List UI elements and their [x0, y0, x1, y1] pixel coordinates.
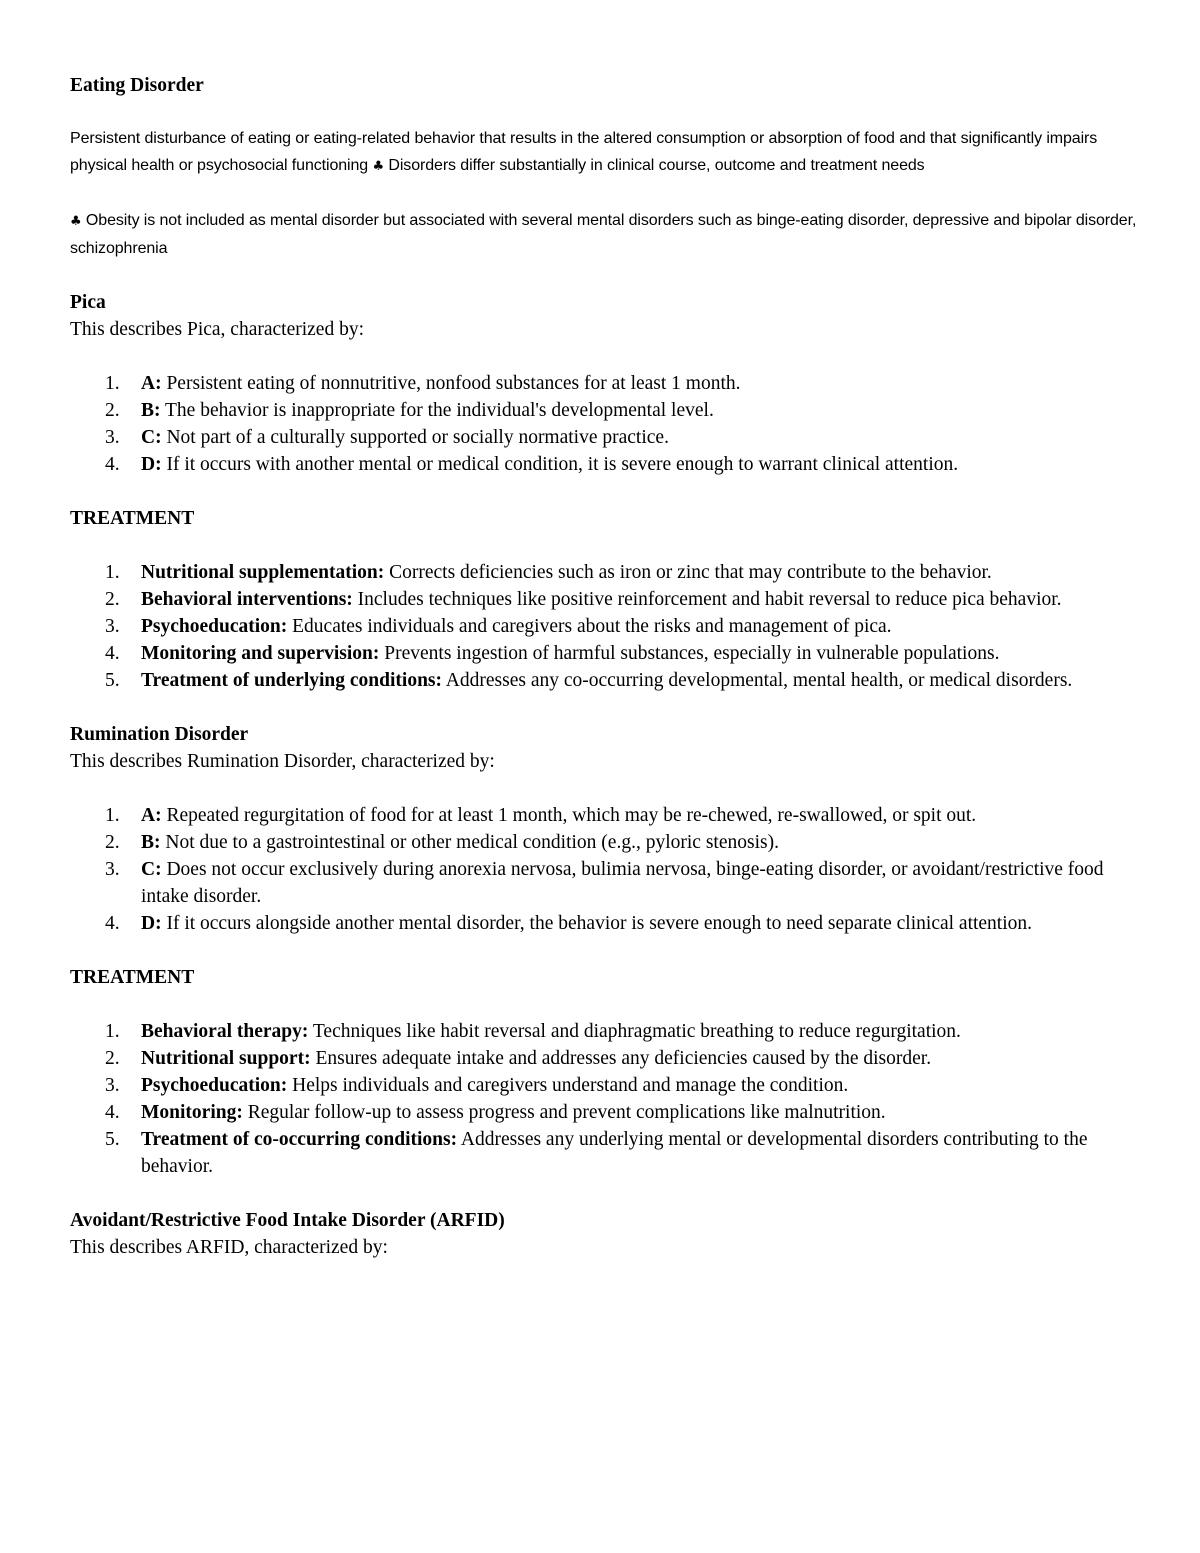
section-title-eating-disorder: Eating Disorder: [70, 75, 204, 96]
list-item: [70, 910, 1140, 937]
criterion-text: Repeated regurgitation of food for at least 1 month, which may be re-chewed, re-swallowed, or spit out.: [161, 805, 977, 826]
list-item: [70, 586, 1140, 613]
criterion-label: B:: [141, 832, 161, 853]
section-title-rumination-treatment: TREATMENT: [70, 967, 195, 988]
criterion-text: The behavior is inappropriate for the individual's developmental level.: [160, 400, 714, 421]
list-number: 4.: [105, 643, 120, 664]
treatment-label: Behavioral therapy:: [141, 1021, 309, 1042]
list-number: 1.: [105, 1021, 120, 1042]
treatment-text: Helps individuals and caregivers understand and manage the condition.: [287, 1075, 849, 1096]
treatment-label: Monitoring:: [141, 1102, 243, 1123]
rumination-criteria-list: [70, 802, 1140, 937]
list-item: [70, 667, 1140, 694]
criterion-label: A:: [141, 373, 162, 394]
list-item: [70, 613, 1140, 640]
criterion-text: Does not occur exclusively during anorexia nervosa, bulimia nervosa, binge-eating disorder, or avoidant/restrictive food intake disorder.: [141, 859, 1104, 907]
treatment-text: Corrects deficiencies such as iron or zinc that may contribute to the behavior.: [384, 562, 992, 583]
criterion-text: Not part of a culturally supported or socially normative practice.: [161, 427, 669, 448]
criterion-text: Not due to a gastrointestinal or other medical condition (e.g., pyloric stenosis).: [160, 832, 779, 853]
list-item: [70, 397, 1140, 424]
list-item: [70, 640, 1140, 667]
section-title-pica-treatment: TREATMENT: [70, 508, 195, 529]
pica-lead: This describes Pica, characterized by:: [70, 319, 364, 340]
treatment-text: Addresses any co-occurring developmental, mental health, or medical disorders.: [442, 670, 1073, 691]
list-number: 3.: [105, 859, 120, 880]
section-title-rumination: Rumination Disorder: [70, 724, 249, 745]
document-page: [70, 72, 1140, 1261]
list-item: [70, 559, 1140, 586]
criterion-label: A:: [141, 805, 162, 826]
treatment-text: Ensures adequate intake and addresses any deficiencies caused by the disorder.: [310, 1048, 932, 1069]
list-number: 1.: [105, 805, 120, 826]
arfid-lead: This describes ARFID, characterized by:: [70, 1237, 388, 1258]
list-number: 5.: [105, 670, 120, 691]
intro-paragraph: [70, 125, 1140, 180]
treatment-label: Monitoring and supervision:: [141, 643, 380, 664]
list-number: 4.: [105, 1102, 120, 1123]
treatment-label: Treatment of co-occurring conditions:: [141, 1129, 458, 1150]
treatment-text: Prevents ingestion of harmful substances, especially in vulnerable populations.: [379, 643, 1000, 664]
intro-paragraph-part2: Disorders differ substantially in clinical course, outcome and treatment needs: [388, 157, 925, 174]
list-number: 3.: [105, 1075, 120, 1096]
list-item: [70, 1045, 1140, 1072]
treatment-label: Behavioral interventions:: [141, 589, 353, 610]
obesity-note: [70, 207, 1140, 262]
club-bullet-icon: ♣: [372, 159, 385, 174]
list-number: 1.: [105, 562, 120, 583]
criterion-text: Persistent eating of nonnutritive, nonfood substances for at least 1 month.: [161, 373, 741, 394]
list-item: [70, 856, 1140, 910]
pica-criteria-list: [70, 370, 1140, 478]
list-number: 5.: [105, 1129, 120, 1150]
treatment-text: Includes techniques like positive reinforcement and habit reversal to reduce pica behavior.: [352, 589, 1062, 610]
section-title-pica: Pica: [70, 292, 106, 313]
rumination-treatment-list: [70, 1018, 1140, 1180]
obesity-note-text: Obesity is not included as mental disorder but associated with several mental disorders such as binge-eating disorder, depressive and bipolar disorder, schizophrenia: [70, 212, 1137, 257]
list-number: 4.: [105, 913, 120, 934]
list-number: 1.: [105, 373, 120, 394]
list-item: [70, 1099, 1140, 1126]
treatment-label: Nutritional support:: [141, 1048, 311, 1069]
treatment-label: Psychoeducation:: [141, 1075, 288, 1096]
list-item: [70, 829, 1140, 856]
list-number: 2.: [105, 589, 120, 610]
list-number: 3.: [105, 616, 120, 637]
pica-treatment-list: [70, 559, 1140, 694]
club-bullet-icon: ♣: [70, 214, 82, 229]
treatment-label: Treatment of underlying conditions:: [141, 670, 442, 691]
treatment-text: Educates individuals and caregivers about the risks and management of pica.: [287, 616, 892, 637]
criterion-label: D:: [141, 913, 162, 934]
rumination-lead: This describes Rumination Disorder, characterized by:: [70, 751, 495, 772]
list-number: 2.: [105, 832, 120, 853]
list-number: 3.: [105, 427, 120, 448]
treatment-text: Regular follow-up to assess progress and prevent complications like malnutrition.: [242, 1102, 886, 1123]
list-item: [70, 1126, 1140, 1180]
list-item: [70, 1072, 1140, 1099]
criterion-label: C:: [141, 859, 162, 880]
section-title-arfid: Avoidant/Restrictive Food Intake Disorder (ARFID): [70, 1210, 505, 1231]
criterion-text: If it occurs alongside another mental disorder, the behavior is severe enough to need separate clinical attention.: [161, 913, 1033, 934]
treatment-label: Nutritional supplementation:: [141, 562, 385, 583]
treatment-text: Techniques like habit reversal and diaphragmatic breathing to reduce regurgitation.: [308, 1021, 961, 1042]
treatment-label: Psychoeducation:: [141, 616, 288, 637]
list-item: [70, 1018, 1140, 1045]
criterion-label: B:: [141, 400, 161, 421]
criterion-text: If it occurs with another mental or medical condition, it is severe enough to warrant clinical attention.: [161, 454, 959, 475]
treatment-text: Addresses any underlying mental or developmental disorders contributing to the behavior.: [141, 1129, 1088, 1177]
list-item: [70, 370, 1140, 397]
list-number: 4.: [105, 454, 120, 475]
list-number: 2.: [105, 400, 120, 421]
list-item: [70, 424, 1140, 451]
list-item: [70, 451, 1140, 478]
intro-paragraph-part1: Persistent disturbance of eating or eating-related behavior that results in the altered consumption or absorption of food and that significantly impairs physical health or psychosocial functioning: [70, 130, 1098, 174]
criterion-label: D:: [141, 454, 162, 475]
criterion-label: C:: [141, 427, 162, 448]
list-number: 2.: [105, 1048, 120, 1069]
list-item: [70, 802, 1140, 829]
